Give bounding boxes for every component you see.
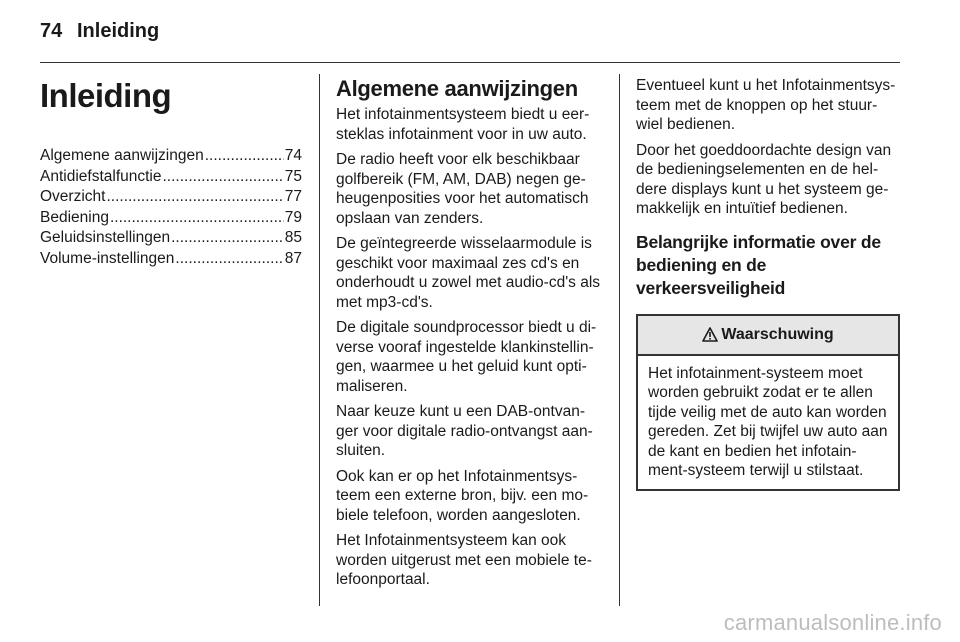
subsection-heading: Belangrijke informatie over de bediening en de verkeersveiligheid — [636, 231, 881, 298]
toc-item-label: Volume-instellingen — [40, 249, 175, 267]
toc-leader — [205, 146, 284, 166]
column-divider-2 — [619, 74, 620, 606]
general-info-column — [336, 76, 602, 596]
table-of-contents — [40, 146, 302, 269]
header-rule — [40, 62, 900, 63]
toc-leader — [110, 208, 284, 228]
paragraph: De radio heeft voor elk beschikbaar golfbereik (FM, AM, DAB) negen ge-heugenposities voor het automatisch opslaan van zenders. — [336, 151, 589, 227]
warning-box — [636, 314, 900, 491]
toc-leader — [163, 167, 284, 187]
toc-item[interactable] — [40, 208, 302, 229]
toc-item-label: Antidiefstalfunctie — [40, 167, 162, 185]
column-divider-1 — [319, 74, 320, 606]
warning-text: Het infotainment-systeem moet worden gebruikt zodat er te allen tijde veilig met de auto kan worden gereden. Zet bij twijfel uw auto aan de kant en bedien het infotain-ment-systeem terwijl u stilstaat. — [648, 364, 888, 479]
toc-item[interactable] — [40, 187, 302, 208]
safety-column — [636, 76, 900, 491]
warning-title: Waarschuwing — [721, 325, 834, 343]
warning-triangle-icon — [702, 327, 718, 342]
toc-item[interactable] — [40, 167, 302, 188]
paragraph: Door het goeddoordachte design van de bedieningselementen en de hel-dere displays kunt u het systeem ge-makkelijk en intuïtief bedienen. — [636, 141, 892, 217]
watermark: carmanualsonline.info — [723, 610, 942, 635]
warning-header — [638, 316, 898, 356]
toc-item-page: 74 — [284, 147, 302, 164]
paragraph: De geïntegreerde wisselaarmodule is geschikt voor maximaal zes cd's en onderhoudt u zowel met audio-cd's als met mp3-cd's. — [336, 235, 601, 311]
toc-item-page: 85 — [284, 229, 302, 246]
toc-item-label: Bediening — [40, 208, 109, 226]
paragraph: Eventueel kunt u het Infotainmentsys-teem met de knoppen op het stuur-wiel bedienen. — [636, 77, 896, 133]
toc-item-page: 75 — [284, 167, 302, 185]
header-title: Inleiding — [77, 20, 160, 42]
toc-item[interactable] — [40, 228, 302, 249]
toc-leader — [175, 249, 283, 269]
toc-item-page: 79 — [284, 208, 302, 226]
toc-leader — [106, 187, 283, 207]
paragraph: Ook kan er op het Infotainmentsys-teem een externe bron, bijv. een mo-biele telefoon, worden aangesloten. — [336, 467, 589, 524]
chapter-title: Inleiding — [40, 77, 172, 114]
toc-item-page: 87 — [284, 249, 302, 267]
toc-item-label: Algemene aanwijzingen — [40, 147, 204, 164]
toc-item[interactable] — [40, 146, 302, 167]
toc-item-label: Overzicht — [40, 188, 106, 205]
toc-item-page: 77 — [284, 188, 302, 205]
section-heading: Algemene aanwijzingen — [336, 76, 578, 101]
toc-item-label: Geluidsinstellingen — [40, 229, 171, 246]
toc-column — [40, 76, 302, 269]
paragraph: Naar keuze kunt u een DAB-ontvan-ger voor digitale radio-ontvangst aan-sluiten. — [336, 403, 593, 459]
toc-item[interactable] — [40, 249, 302, 270]
paragraph: Het Infotainmentsysteem kan ook worden uitgerust met een mobiele te-lefoonportaal. — [336, 532, 592, 588]
paragraph: De digitale soundprocessor biedt u di-verse vooraf ingestelde klankinstellin-gen, waarmee u het geluid kunt opti-maliseren. — [336, 319, 597, 395]
paragraph: Het infotainmentsysteem biedt u eer-steklas infotainment voor in uw auto. — [336, 106, 590, 143]
page-number: 74 — [40, 20, 63, 42]
toc-leader — [171, 228, 284, 248]
page-header — [40, 20, 160, 43]
